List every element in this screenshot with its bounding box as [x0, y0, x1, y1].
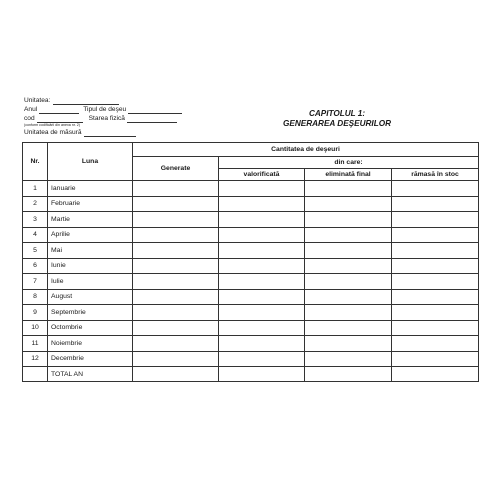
cell-eliminata[interactable] [305, 274, 392, 290]
row-nr: 9 [23, 305, 48, 321]
tipul-label: Tipul de deşeu [83, 106, 127, 113]
total-ramasa[interactable] [392, 367, 479, 382]
col-din-care-header: din care: [219, 157, 479, 169]
cell-valorificata[interactable] [219, 351, 305, 367]
row-nr: 1 [23, 181, 48, 197]
cell-generate[interactable] [133, 336, 219, 352]
cell-generate[interactable] [133, 243, 219, 259]
cell-ramasa[interactable] [392, 320, 479, 336]
cell-eliminata[interactable] [305, 196, 392, 212]
row-luna: Mai [48, 243, 133, 259]
col-valorificata-header: valorificată [219, 169, 305, 181]
cell-generate[interactable] [133, 305, 219, 321]
table-row [23, 212, 479, 228]
table-row [23, 258, 479, 274]
unitatea-masura-row [24, 128, 204, 137]
table-row [23, 181, 479, 197]
row-luna: Aprilie [48, 227, 133, 243]
row-luna: Iulie [48, 274, 133, 290]
table-row [23, 243, 479, 259]
total-label: TOTAL AN [48, 367, 133, 382]
header-fields [24, 96, 204, 137]
total-eliminata[interactable] [305, 367, 392, 382]
cell-eliminata[interactable] [305, 336, 392, 352]
row-luna: August [48, 289, 133, 305]
cell-eliminata[interactable] [305, 243, 392, 259]
row-luna: Ianuarie [48, 181, 133, 197]
cell-valorificata[interactable] [219, 212, 305, 228]
cell-generate[interactable] [133, 227, 219, 243]
row-nr: 11 [23, 336, 48, 352]
starea-field[interactable] [127, 115, 177, 123]
row-nr: 4 [23, 227, 48, 243]
col-eliminata-header: eliminată final [305, 169, 392, 181]
col-nr-header: Nr. [23, 143, 48, 181]
cell-valorificata[interactable] [219, 305, 305, 321]
waste-table [22, 142, 479, 382]
anul-label: Anul [24, 106, 38, 113]
cell-valorificata[interactable] [219, 320, 305, 336]
cell-generate[interactable] [133, 181, 219, 197]
cell-ramasa[interactable] [392, 336, 479, 352]
row-nr: 3 [23, 212, 48, 228]
cell-ramasa[interactable] [392, 196, 479, 212]
header-row-1 [23, 143, 479, 157]
cell-valorificata[interactable] [219, 243, 305, 259]
table-row [23, 196, 479, 212]
col-luna-header: Luna [48, 143, 133, 181]
cell-eliminata[interactable] [305, 258, 392, 274]
row-luna: Octombrie [48, 320, 133, 336]
row-nr: 5 [23, 243, 48, 259]
col-cantitatea-header: Cantitatea de deşeuri [133, 143, 479, 157]
row-nr: 6 [23, 258, 48, 274]
cell-ramasa[interactable] [392, 289, 479, 305]
tipul-field[interactable] [128, 106, 182, 114]
cell-generate[interactable] [133, 258, 219, 274]
cell-eliminata[interactable] [305, 227, 392, 243]
row-nr: 8 [23, 289, 48, 305]
cell-valorificata[interactable] [219, 227, 305, 243]
row-luna: Septembrie [48, 305, 133, 321]
row-nr: 12 [23, 351, 48, 367]
chapter-title [262, 109, 412, 129]
conform-note: (conform codificării din anexa nr. 2) [24, 123, 80, 127]
cell-valorificata[interactable] [219, 181, 305, 197]
unitatea-label: Unitatea: [24, 97, 51, 104]
total-valorificata[interactable] [219, 367, 305, 382]
starea-label: Starea fizică [88, 115, 125, 122]
cod-label: cod [24, 115, 35, 122]
chapter-line1: CAPITOLUL 1: [308, 109, 366, 118]
row-nr: 2 [23, 196, 48, 212]
cell-eliminata[interactable] [305, 305, 392, 321]
cell-ramasa[interactable] [392, 227, 479, 243]
row-luna: Iunie [48, 258, 133, 274]
cod-field[interactable] [37, 115, 83, 123]
cell-eliminata[interactable] [305, 351, 392, 367]
cell-generate[interactable] [133, 212, 219, 228]
cod-starea-row [24, 114, 204, 123]
row-luna: Decembrie [48, 351, 133, 367]
cell-eliminata[interactable] [305, 320, 392, 336]
cell-eliminata[interactable] [305, 212, 392, 228]
col-generate-header: Generate [133, 157, 219, 181]
cell-valorificata[interactable] [219, 274, 305, 290]
row-nr: 7 [23, 274, 48, 290]
cell-ramasa[interactable] [392, 258, 479, 274]
table-row [23, 289, 479, 305]
row-nr: 10 [23, 320, 48, 336]
table-row [23, 320, 479, 336]
anul-tipul-row [24, 105, 204, 114]
total-row [23, 367, 479, 382]
row-luna: Martie [48, 212, 133, 228]
cell-ramasa[interactable] [392, 351, 479, 367]
unitatea-row [24, 96, 204, 105]
cell-valorificata[interactable] [219, 289, 305, 305]
cell-generate[interactable] [133, 351, 219, 367]
table-row [23, 274, 479, 290]
cell-valorificata[interactable] [219, 336, 305, 352]
cell-ramasa[interactable] [392, 181, 479, 197]
total-generate[interactable] [133, 367, 219, 382]
total-nr-cell [23, 367, 48, 382]
cell-generate[interactable] [133, 196, 219, 212]
col-ramasa-header: rămasă în stoc [392, 169, 479, 181]
cell-generate[interactable] [133, 274, 219, 290]
unitatea-field[interactable] [53, 97, 119, 105]
table-row [23, 305, 479, 321]
table-row [23, 227, 479, 243]
cell-eliminata[interactable] [305, 289, 392, 305]
row-luna: Noiembrie [48, 336, 133, 352]
anul-field[interactable] [39, 106, 79, 114]
cell-generate[interactable] [133, 289, 219, 305]
cell-valorificata[interactable] [219, 258, 305, 274]
table-row [23, 351, 479, 367]
cell-ramasa[interactable] [392, 305, 479, 321]
row-luna: Februarie [48, 196, 133, 212]
cell-generate[interactable] [133, 320, 219, 336]
table-row [23, 336, 479, 352]
cell-eliminata[interactable] [305, 181, 392, 197]
chapter-line2: GENERAREA DEŞEURILOR [283, 119, 391, 128]
unitatea-masura-label: Unitatea de măsură [24, 129, 82, 136]
cell-valorificata[interactable] [219, 196, 305, 212]
unitatea-masura-field[interactable] [84, 129, 136, 137]
cell-ramasa[interactable] [392, 243, 479, 259]
cell-ramasa[interactable] [392, 274, 479, 290]
cell-ramasa[interactable] [392, 212, 479, 228]
